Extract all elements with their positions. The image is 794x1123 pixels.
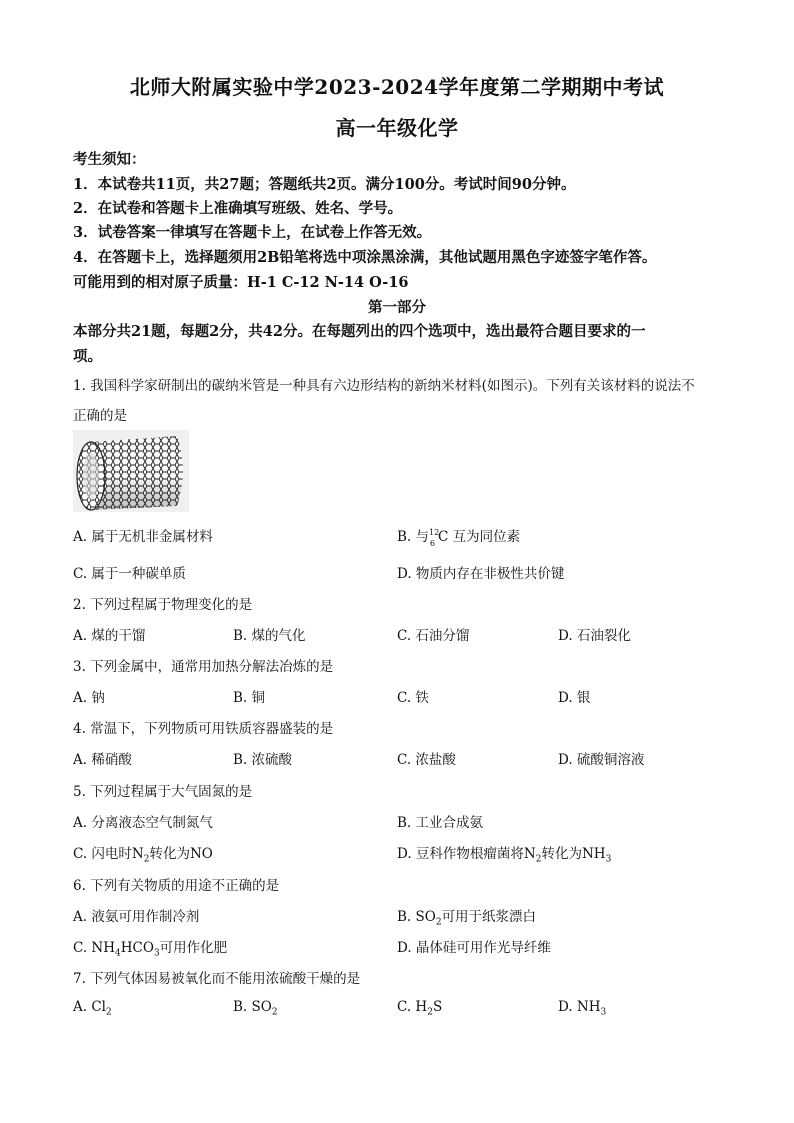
option-c: C. 浓盐酸 <box>397 752 456 768</box>
option-b: B. 工业合成氨 <box>397 815 484 831</box>
isotope-notation: 12 6 <box>429 527 440 548</box>
option-c: C. $H_2S$ <box>397 999 443 1018</box>
section-intro: 项。 <box>73 348 102 365</box>
notice-heading: 考生须知： <box>73 151 146 168</box>
option-d: D. 银 <box>558 690 591 706</box>
option-a: A. 煤的干馏 <box>73 628 146 644</box>
option-a: A. 属于无机非金属材料 <box>73 529 213 545</box>
option-b: B. 与 12 6 C 互为同位素 <box>397 527 521 548</box>
question-1-stem: 正确的是 <box>73 408 127 424</box>
question-1-stem: 1. 我国科学家研制出的碳纳米管是一种具有六边形结构的新纳米材料(如图示)。下列有关该材料的说法不 <box>73 378 695 394</box>
section-intro: 本部分共21题，每题2分，共42分。在每题列出的四个选项中，选出最符合题目要求的一 <box>73 323 646 340</box>
option-c: C. 石油分馏 <box>397 628 470 644</box>
option-d: D. 物质内存在非极性共价键 <box>397 566 565 582</box>
option-b: B. $SO_2$可用于纸浆漂白 <box>397 909 537 928</box>
option-b: B. 煤的气化 <box>233 628 306 644</box>
notice-item: 4．在答题卡上，选择题须用2B铅笔将选中项涂黑涂满，其他试题用黑色字迹签字笔作答。 <box>73 249 657 266</box>
option-d: D. 豆科作物根瘤菌将$N_2$转化为$NH_3$ <box>397 846 612 865</box>
option-a: A. 稀硝酸 <box>73 752 132 768</box>
section-title: 第一部分 <box>368 299 426 316</box>
question-3-stem: 3. 下列金属中，通常用加热分解法冶炼的是 <box>73 659 334 675</box>
option-a: A. 分离液态空气制氮气 <box>73 815 213 831</box>
question-2-stem: 2. 下列过程属于物理变化的是 <box>73 597 253 613</box>
option-d: D. 硫酸铜溶液 <box>558 752 645 768</box>
option-d: D. 晶体硅可用作光导纤维 <box>397 940 551 956</box>
option-c: C. 铁 <box>397 690 429 706</box>
notice-item: 2．在试卷和答题卡上准确填写班级、姓名、学号。 <box>73 200 403 217</box>
option-a: A. 液氨可用作制冷剂 <box>73 909 200 925</box>
notice-item: 3．试卷答案一律填写在答题卡上，在试卷上作答无效。 <box>73 224 432 241</box>
option-b: B. 浓硫酸 <box>233 752 293 768</box>
option-d: D. 石油裂化 <box>558 628 631 644</box>
option-d: D. $NH_3$ <box>558 999 607 1018</box>
option-b: B. 铜 <box>233 690 266 706</box>
option-c: C. 闪电时$N_2$转化为NO <box>73 846 213 865</box>
option-a: A. $Cl_2$ <box>73 999 112 1018</box>
notice-item: 1．本试卷共11页，共27题；答题纸共2页。满分100分。考试时间90分钟。 <box>73 176 576 193</box>
option-a: A. 钠 <box>73 690 105 706</box>
carbon-nanotube-figure <box>73 430 189 512</box>
question-5-stem: 5. 下列过程属于大气固氮的是 <box>73 784 253 800</box>
question-6-stem: 6. 下列有关物质的用途不正确的是 <box>73 878 280 894</box>
option-b: B. $SO_2$ <box>233 999 278 1018</box>
option-c: C. 属于一种碳单质 <box>73 566 186 582</box>
exam-subtitle: 高一年级化学 <box>335 116 459 140</box>
question-4-stem: 4. 常温下，下列物质可用铁质容器盛装的是 <box>73 721 334 737</box>
option-c: C. $NH_4HCO_3$可用作化肥 <box>73 940 228 959</box>
atomic-mass-note: 可能用到的相对原子质量：H-1 C-12 N-14 O-16 <box>73 274 409 291</box>
exam-title: 北师大附属实验中学2023-2024学年度第二学期期中考试 <box>129 75 665 99</box>
question-7-stem: 7. 下列气体因易被氧化而不能用浓硫酸干燥的是 <box>73 971 361 987</box>
